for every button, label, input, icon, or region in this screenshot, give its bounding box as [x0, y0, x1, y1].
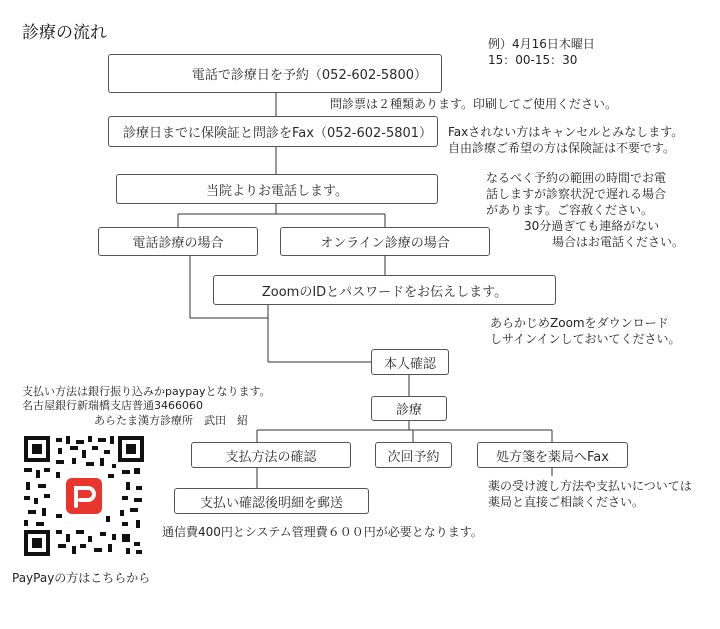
note-call-timing-2: 話しますが診察状況で遅れる場合	[486, 187, 667, 201]
example-date: 例）4月16日木曜日	[488, 37, 595, 51]
step-fax-send: 診療日までに保険証と問診をFax（052-602-5801）	[108, 116, 438, 147]
paypay-logo-icon	[66, 478, 102, 514]
step-identity-check: 本人確認	[371, 349, 449, 375]
note-fee: 通信費400円とシステム管理費６００円が必要となります。	[162, 525, 483, 539]
note-pharmacy-1: 薬の受け渡し方法や支払いについては	[488, 479, 692, 493]
step-phone-consult: 電話診療の場合	[98, 227, 258, 256]
step-prescription-fax: 処方箋を薬局へFax	[477, 442, 628, 468]
step-statement-mail: 支払い確認後明細を郵送	[174, 488, 369, 514]
note-call-timing-1: なるべく予約の範囲の時間でお電	[486, 171, 667, 185]
paypay-qr-code[interactable]	[22, 434, 146, 558]
page-title: 診療の流れ	[22, 23, 107, 43]
note-call-timing-4: 30分過ぎても連絡がない	[524, 219, 660, 233]
note-call-timing-3: があります。ご容赦ください。	[486, 203, 654, 217]
example-time: 15：00-15：30	[488, 53, 578, 67]
step-zoom-info: ZoomのIDとパスワードをお伝えします。	[213, 275, 556, 305]
step-next-booking: 次回予約	[375, 442, 452, 468]
note-fax-cancel: Faxされない方はキャンセルとみなします。	[448, 125, 684, 139]
note-zoom-prep-1: あらかじめZoomをダウンロード	[490, 316, 669, 330]
note-pharmacy-2: 薬局と直接ご相談ください。	[488, 495, 645, 509]
step-payment-check: 支払方法の確認	[191, 442, 351, 468]
note-questionnaire: 問診票は２種類あります。印刷してご使用ください。	[330, 97, 618, 111]
note-account-holder: あらたま漢方診療所 武田 紹	[94, 414, 248, 427]
step-phone-booking: 電話で診療日を予約（052-602-5800）	[108, 54, 442, 93]
note-free-care: 自由診療ご希望の方は保険証は不要です。	[448, 141, 676, 155]
paypay-caption: PayPayの方はこちらから	[12, 571, 151, 585]
step-online-consult: オンライン診療の場合	[280, 227, 490, 256]
note-payment-method: 支払い方法は銀行振り込みかpaypayとなります。	[22, 385, 271, 398]
note-call-timing-5: 場合はお電話ください。	[552, 235, 685, 249]
note-bank-account: 名古屋銀行新瑞橋支店普通3466060	[22, 399, 203, 412]
note-zoom-prep-2: しサインインしておいてください。	[490, 332, 681, 346]
step-consultation: 診療	[371, 396, 447, 421]
step-clinic-call: 当院よりお電話します。	[116, 174, 438, 204]
